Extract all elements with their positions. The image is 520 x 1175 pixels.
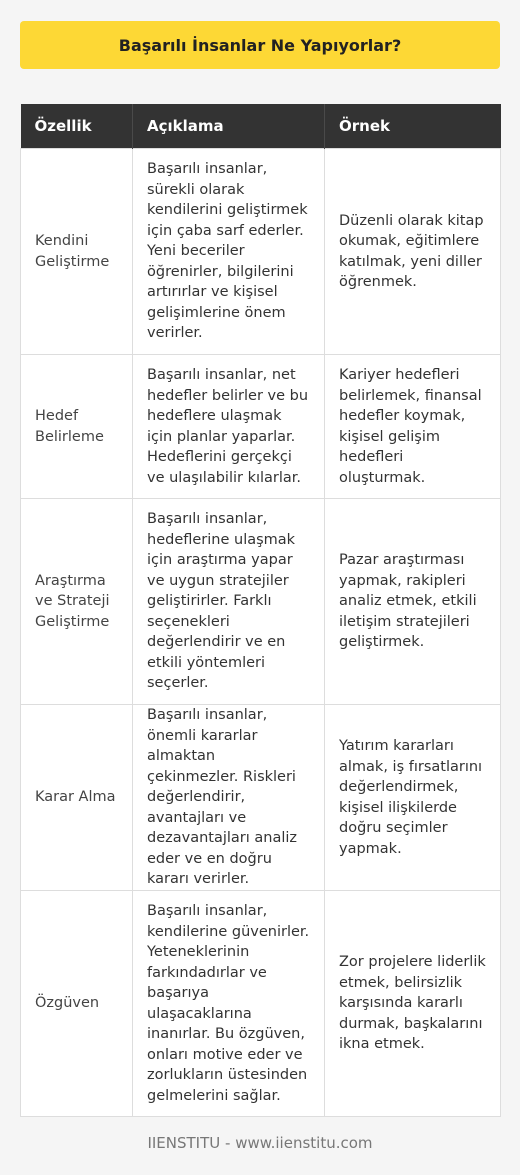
table-row	[21, 705, 501, 891]
feature-cell: Karar Alma	[21, 705, 133, 891]
example-cell: Kariyer hedefleri belirlemek, finansal hedefler koymak, kişisel gelişim hedefleri oluşturmak.	[325, 355, 501, 499]
column-header-example: Örnek	[325, 104, 501, 149]
table-row	[21, 355, 501, 499]
feature-cell: Hedef Belirleme	[21, 355, 133, 499]
feature-cell: Kendini Geliştirme	[21, 149, 133, 355]
example-cell: Zor projelere liderlik etmek, belirsizlik karşısında kararlı durmak, başkalarını ikna etmek.	[325, 891, 501, 1117]
feature-cell: Araştırma ve Strateji Geliştirme	[21, 499, 133, 705]
feature-cell: Özgüven	[21, 891, 133, 1117]
table-row	[21, 499, 501, 705]
description-cell: Başarılı insanlar, önemli kararlar almaktan çekinmezler. Riskleri değerlendirir, avantajları ve dezavantajları analiz eder ve en doğru kararı verirler.	[133, 705, 325, 891]
description-cell: Başarılı insanlar, hedeflerine ulaşmak için araştırma yapar ve uygun stratejiler geliştirirler. Farklı seçenekleri değerlendirir ve en etkili yöntemleri seçerler.	[133, 499, 325, 705]
description-cell: Başarılı insanlar, net hedefler belirler ve bu hedeflere ulaşmak için planlar yaparlar. Hedeflerini gerçekçi ve ulaşılabilir kılarlar.	[133, 355, 325, 499]
footer-credit: IIENSTITU - www.iienstitu.com	[147, 1134, 373, 1152]
description-cell: Başarılı insanlar, sürekli olarak kendilerini geliştirmek için çaba sarf ederler. Yeni beceriler öğrenirler, bilgilerini artırırlar ve kişisel gelişimlerine önem verirler.	[133, 149, 325, 355]
table-row	[21, 149, 501, 355]
table-row	[21, 891, 501, 1117]
example-cell: Düzenli olarak kitap okumak, eğitimlere katılmak, yeni diller öğrenmek.	[325, 149, 501, 355]
table-header-row	[21, 104, 501, 149]
description-cell: Başarılı insanlar, kendilerine güvenirler. Yeteneklerinin farkındadırlar ve başarıya ulaşacaklarına inanırlar. Bu özgüven, onları motive eder ve zorlukların üstesinden gelmelerini sağlar.	[133, 891, 325, 1117]
comparison-table	[20, 104, 501, 1117]
example-cell: Yatırım kararları almak, iş fırsatlarını değerlendirmek, kişisel ilişkilerde doğru seçimler yapmak.	[325, 705, 501, 891]
column-header-feature: Özellik	[21, 104, 133, 149]
page-title: Başarılı İnsanlar Ne Yapıyorlar?	[20, 21, 500, 69]
example-cell: Pazar araştırması yapmak, rakipleri analiz etmek, etkili iletişim stratejileri geliştirmek.	[325, 499, 501, 705]
column-header-description: Açıklama	[133, 104, 325, 149]
